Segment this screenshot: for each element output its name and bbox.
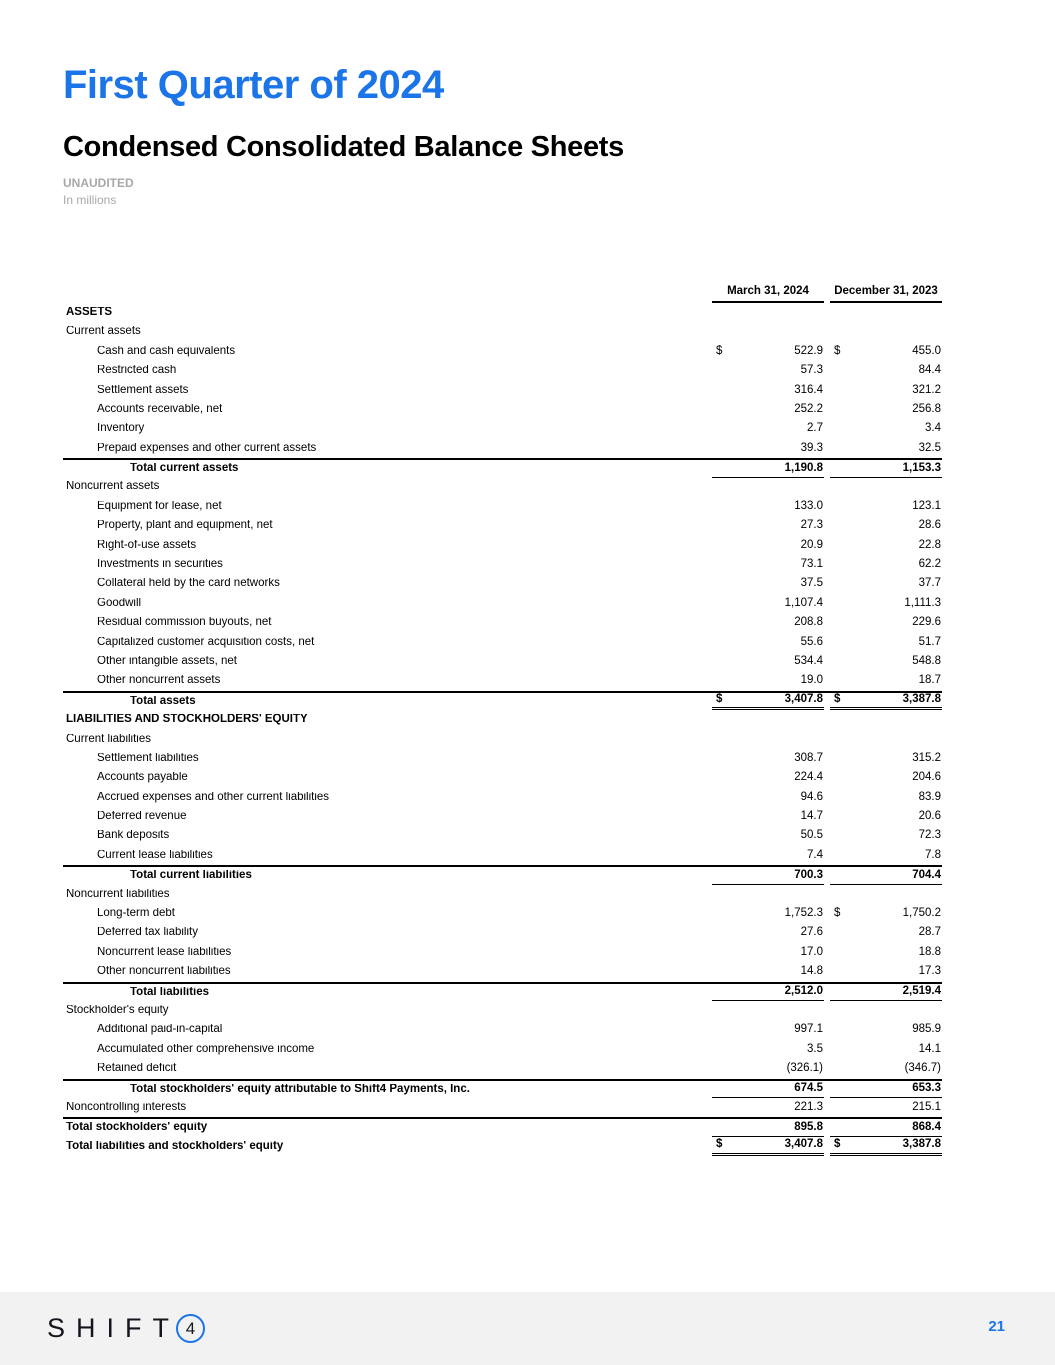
table-row <box>63 1117 942 1136</box>
row-label: Other noncurrent liabilities <box>97 966 231 978</box>
amount: 522.9 <box>794 344 823 357</box>
value-december <box>830 439 942 458</box>
value-march <box>712 574 824 593</box>
row-label: Right-of-use assets <box>97 539 197 551</box>
row-label: Other noncurrent assets <box>97 675 221 687</box>
value-december <box>830 478 942 497</box>
amount: 315.2 <box>912 751 941 764</box>
value-march <box>712 807 824 826</box>
row-label: Restricted cash <box>97 365 177 377</box>
value-march <box>712 478 824 497</box>
row-label: Collateral held by the card networks <box>97 578 280 590</box>
dollar-sign: $ <box>834 907 841 920</box>
amount: 548.8 <box>912 654 941 667</box>
table-row <box>63 885 942 904</box>
amount: 62.2 <box>918 558 941 571</box>
value-march <box>712 788 824 807</box>
row-label: Noncurrent liabilities <box>66 888 170 900</box>
table-row <box>63 652 942 671</box>
row-label: Total liabilities <box>130 986 210 998</box>
value-december <box>830 497 942 516</box>
amount: 1,190.8 <box>784 461 823 474</box>
row-label: Total current liabilities <box>130 870 252 882</box>
value-december <box>830 768 942 787</box>
amount: 674.5 <box>794 1082 823 1095</box>
table-row <box>63 439 942 458</box>
table-row <box>63 633 942 652</box>
row-label: ASSETS <box>66 306 113 318</box>
row-label: Stockholder's equity <box>66 1005 169 1016</box>
amount: 14.7 <box>800 810 823 823</box>
value-march <box>712 1040 824 1059</box>
value-december <box>830 807 942 826</box>
row-label: Other intangible assets, net <box>97 655 237 667</box>
table-row <box>63 322 942 341</box>
table-header-row <box>63 282 942 303</box>
value-march <box>712 536 824 555</box>
amount: 204.6 <box>912 771 941 784</box>
value-march <box>712 303 824 322</box>
amount: 3.5 <box>807 1042 823 1055</box>
page-number: 21 <box>988 1318 1005 1335</box>
table-row <box>63 1059 942 1078</box>
value-december <box>830 555 942 574</box>
table-row <box>63 827 942 846</box>
value-march <box>712 497 824 516</box>
row-label: Current assets <box>66 326 141 338</box>
amount: 18.7 <box>918 674 941 687</box>
amount: 27.3 <box>800 519 823 532</box>
dollar-sign: $ <box>716 1138 723 1151</box>
table-row <box>63 768 942 787</box>
amount: 868.4 <box>912 1120 941 1133</box>
table-row <box>63 788 942 807</box>
amount: 32.5 <box>918 441 941 454</box>
row-label: Accounts payable <box>97 772 188 784</box>
row-label: Goodwill <box>97 597 142 609</box>
amount: 28.6 <box>918 519 941 532</box>
row-label: Deferred tax liability <box>97 927 198 939</box>
row-label: Bank deposits <box>97 830 170 842</box>
amount: 17.3 <box>918 965 941 978</box>
table-row <box>63 361 942 380</box>
value-march <box>712 439 824 458</box>
amount: 1,111.3 <box>904 596 941 609</box>
table-row <box>63 943 942 962</box>
amount: 14.1 <box>918 1042 941 1055</box>
value-march <box>712 1001 824 1020</box>
value-december <box>830 710 942 729</box>
row-label: Accounts receivable, net <box>97 403 223 415</box>
table-row <box>63 1137 942 1156</box>
value-december <box>830 516 942 535</box>
row-label: Total liabilities and stockholders' equity <box>66 1140 284 1152</box>
value-december <box>830 885 942 904</box>
units-label: In millions <box>63 193 117 207</box>
row-label: Accrued expenses and other current liabilities <box>97 791 330 803</box>
amount: 321.2 <box>912 383 941 396</box>
amount: 1,153.3 <box>902 461 941 474</box>
value-march <box>712 768 824 787</box>
row-label: Property, plant and equipment, net <box>97 520 273 532</box>
row-label: Cash and cash equivalents <box>97 345 236 357</box>
table-row <box>63 749 942 768</box>
row-label: Noncontrolling interests <box>66 1101 187 1113</box>
unaudited-label: UNAUDITED <box>63 176 134 190</box>
amount: 208.8 <box>794 616 823 629</box>
amount: 37.7 <box>918 577 941 590</box>
amount: 19.0 <box>800 674 823 687</box>
value-march <box>712 710 824 729</box>
page-title: First Quarter of 2024 <box>63 63 444 107</box>
amount: 3,407.8 <box>784 1138 823 1151</box>
amount: 123.1 <box>912 499 941 512</box>
table-row <box>63 924 942 943</box>
amount: 7.8 <box>925 848 941 861</box>
value-march <box>712 342 824 361</box>
logo-text: SHIFT <box>47 1313 180 1343</box>
balance-sheet-table <box>63 282 942 1156</box>
dollar-sign: $ <box>834 344 841 357</box>
amount: (326.1) <box>786 1062 823 1075</box>
amount: 133.0 <box>794 499 823 512</box>
table-row <box>63 516 942 535</box>
value-december <box>830 671 942 690</box>
amount: 252.2 <box>794 402 823 415</box>
table-row <box>63 400 942 419</box>
value-march <box>712 730 824 749</box>
value-december <box>830 574 942 593</box>
row-label: Accumulated other comprehensive income <box>97 1043 315 1055</box>
column-header-march: March 31, 2024 <box>712 286 824 304</box>
amount: 20.9 <box>800 538 823 551</box>
amount: 229.6 <box>912 616 941 629</box>
amount: 1,750.2 <box>902 907 941 920</box>
amount: 37.5 <box>800 577 823 590</box>
value-december <box>830 594 942 613</box>
amount: 985.9 <box>912 1023 941 1036</box>
amount: 2,519.4 <box>902 985 941 998</box>
value-december <box>830 962 942 981</box>
table-row <box>63 691 942 710</box>
value-march <box>712 867 824 884</box>
value-march <box>712 885 824 904</box>
row-label: Noncurrent lease liabilities <box>97 946 232 958</box>
amount: 39.3 <box>800 441 823 454</box>
value-december <box>830 1119 942 1136</box>
row-label: Additional paid-in-capital <box>97 1024 223 1036</box>
value-march <box>712 984 824 1001</box>
row-label: Total assets <box>130 695 196 707</box>
value-march <box>712 322 824 341</box>
table-row <box>63 613 942 632</box>
amount: 22.8 <box>918 538 941 551</box>
value-march <box>712 1059 824 1078</box>
value-march <box>712 846 824 865</box>
value-march <box>712 904 824 923</box>
statement-title: Condensed Consolidated Balance Sheets <box>63 131 624 163</box>
dollar-sign: $ <box>834 693 841 706</box>
value-december <box>830 322 942 341</box>
amount: 50.5 <box>800 829 823 842</box>
table-row <box>63 904 942 923</box>
table-row <box>63 1020 942 1039</box>
value-march <box>712 1119 824 1136</box>
table-row <box>63 574 942 593</box>
amount: (346.7) <box>904 1062 941 1075</box>
value-december <box>830 749 942 768</box>
value-december <box>830 827 942 846</box>
value-december <box>830 381 942 400</box>
value-march <box>712 1137 824 1156</box>
row-label: Total stockholders' equity attributable to Shift4 Payments, Inc. <box>130 1083 470 1095</box>
amount: 18.8 <box>918 945 941 958</box>
amount: 94.6 <box>800 790 823 803</box>
table-row <box>63 1079 942 1098</box>
table-row <box>63 846 942 865</box>
value-december <box>830 342 942 361</box>
row-label: Retained deficit <box>97 1063 177 1075</box>
amount: 2.7 <box>807 422 823 435</box>
value-march <box>712 594 824 613</box>
amount: 534.4 <box>794 654 823 667</box>
row-label: Settlement assets <box>97 384 189 396</box>
amount: 3.4 <box>925 422 941 435</box>
row-label: Settlement liabilities <box>97 752 199 764</box>
value-december <box>830 633 942 652</box>
table-row <box>63 381 942 400</box>
amount: 224.4 <box>794 771 823 784</box>
table-row <box>63 710 942 729</box>
table-row <box>63 1040 942 1059</box>
amount: 997.1 <box>794 1023 823 1036</box>
table-body <box>63 303 942 1156</box>
amount: 14.8 <box>800 965 823 978</box>
value-december <box>830 652 942 671</box>
value-december <box>830 1081 942 1098</box>
table-row <box>63 555 942 574</box>
value-march <box>712 924 824 943</box>
amount: 704.4 <box>912 868 941 881</box>
value-december <box>830 1098 942 1117</box>
value-december <box>830 536 942 555</box>
row-label: Current liabilities <box>66 733 152 745</box>
value-march <box>712 693 824 710</box>
value-march <box>712 613 824 632</box>
value-december <box>830 1040 942 1059</box>
value-december <box>830 460 942 477</box>
row-label: Noncurrent assets <box>66 481 160 493</box>
value-december <box>830 303 942 322</box>
value-march <box>712 749 824 768</box>
amount: 700.3 <box>794 868 823 881</box>
value-december <box>830 846 942 865</box>
amount: 17.0 <box>800 945 823 958</box>
table-row <box>63 419 942 438</box>
value-march <box>712 516 824 535</box>
value-december <box>830 613 942 632</box>
value-march <box>712 419 824 438</box>
value-december <box>830 361 942 380</box>
table-row <box>63 342 942 361</box>
amount: 455.0 <box>912 344 941 357</box>
table-row <box>63 458 942 477</box>
amount: 28.7 <box>918 926 941 939</box>
value-december <box>830 1020 942 1039</box>
dollar-sign: $ <box>716 344 723 357</box>
row-label: Capitalized customer acquisition costs, net <box>97 636 315 648</box>
footer-bar <box>0 1292 1055 1365</box>
table-row <box>63 478 942 497</box>
value-december <box>830 730 942 749</box>
row-label: Investments in securities <box>97 559 223 571</box>
amount: 57.3 <box>800 364 823 377</box>
value-december <box>830 924 942 943</box>
amount: 27.6 <box>800 926 823 939</box>
table-row <box>63 807 942 826</box>
row-label: Total current assets <box>130 463 239 475</box>
amount: 308.7 <box>794 751 823 764</box>
value-march <box>712 943 824 962</box>
amount: 895.8 <box>794 1120 823 1133</box>
amount: 3,387.8 <box>902 693 941 706</box>
dollar-sign: $ <box>716 693 723 706</box>
amount: 72.3 <box>918 829 941 842</box>
value-december <box>830 400 942 419</box>
value-march <box>712 633 824 652</box>
value-december <box>830 693 942 710</box>
table-row <box>63 671 942 690</box>
amount: 256.8 <box>912 402 941 415</box>
amount: 221.3 <box>794 1100 823 1113</box>
value-march <box>712 1020 824 1039</box>
value-march <box>712 827 824 846</box>
value-december <box>830 788 942 807</box>
row-label: Current lease liabilities <box>97 849 213 861</box>
table-row <box>63 865 942 884</box>
value-december <box>830 984 942 1001</box>
row-label: Inventory <box>97 423 145 435</box>
value-december <box>830 867 942 884</box>
table-row <box>63 303 942 322</box>
value-march <box>712 555 824 574</box>
amount: 3,407.8 <box>784 693 823 706</box>
table-row <box>63 1001 942 1020</box>
row-label: LIABILITIES AND STOCKHOLDERS' EQUITY <box>66 714 308 726</box>
table-row <box>63 730 942 749</box>
amount: 1,107.4 <box>784 596 823 609</box>
amount: 2,512.0 <box>784 985 823 998</box>
amount: 20.6 <box>918 810 941 823</box>
amount: 7.4 <box>807 848 823 861</box>
table-row <box>63 982 942 1001</box>
table-row <box>63 594 942 613</box>
value-december <box>830 1059 942 1078</box>
value-march <box>712 962 824 981</box>
amount: 1,752.3 <box>784 907 823 920</box>
value-march <box>712 671 824 690</box>
value-march <box>712 381 824 400</box>
value-march <box>712 460 824 477</box>
amount: 73.1 <box>800 558 823 571</box>
amount: 84.4 <box>918 364 941 377</box>
value-march <box>712 361 824 380</box>
value-december <box>830 419 942 438</box>
amount: 316.4 <box>794 383 823 396</box>
value-december <box>830 1001 942 1020</box>
value-march <box>712 400 824 419</box>
amount: 215.1 <box>912 1100 941 1113</box>
amount: 653.3 <box>912 1082 941 1095</box>
row-label: Prepaid expenses and other current assets <box>97 442 317 454</box>
value-december <box>830 1137 942 1156</box>
value-december <box>830 904 942 923</box>
amount: 51.7 <box>918 635 941 648</box>
table-row <box>63 1098 942 1117</box>
dollar-sign: $ <box>834 1138 841 1151</box>
column-header-december: December 31, 2023 <box>830 286 942 304</box>
value-december <box>830 943 942 962</box>
row-label: Residual commission buyouts, net <box>97 617 272 629</box>
row-label: Deferred revenue <box>97 811 187 823</box>
value-march <box>712 1098 824 1117</box>
row-label: Equipment for lease, net <box>97 500 222 512</box>
row-label: Long-term debt <box>97 908 175 920</box>
value-march <box>712 652 824 671</box>
value-march <box>712 1081 824 1098</box>
table-row <box>63 536 942 555</box>
amount: 3,387.8 <box>902 1138 941 1151</box>
amount: 83.9 <box>918 790 941 803</box>
row-label: Total stockholders' equity <box>66 1122 208 1134</box>
table-row <box>63 497 942 516</box>
logo-badge-4-icon: 4 <box>176 1314 205 1343</box>
amount: 55.6 <box>800 635 823 648</box>
table-row <box>63 962 942 981</box>
shift4-logo <box>47 1292 205 1365</box>
